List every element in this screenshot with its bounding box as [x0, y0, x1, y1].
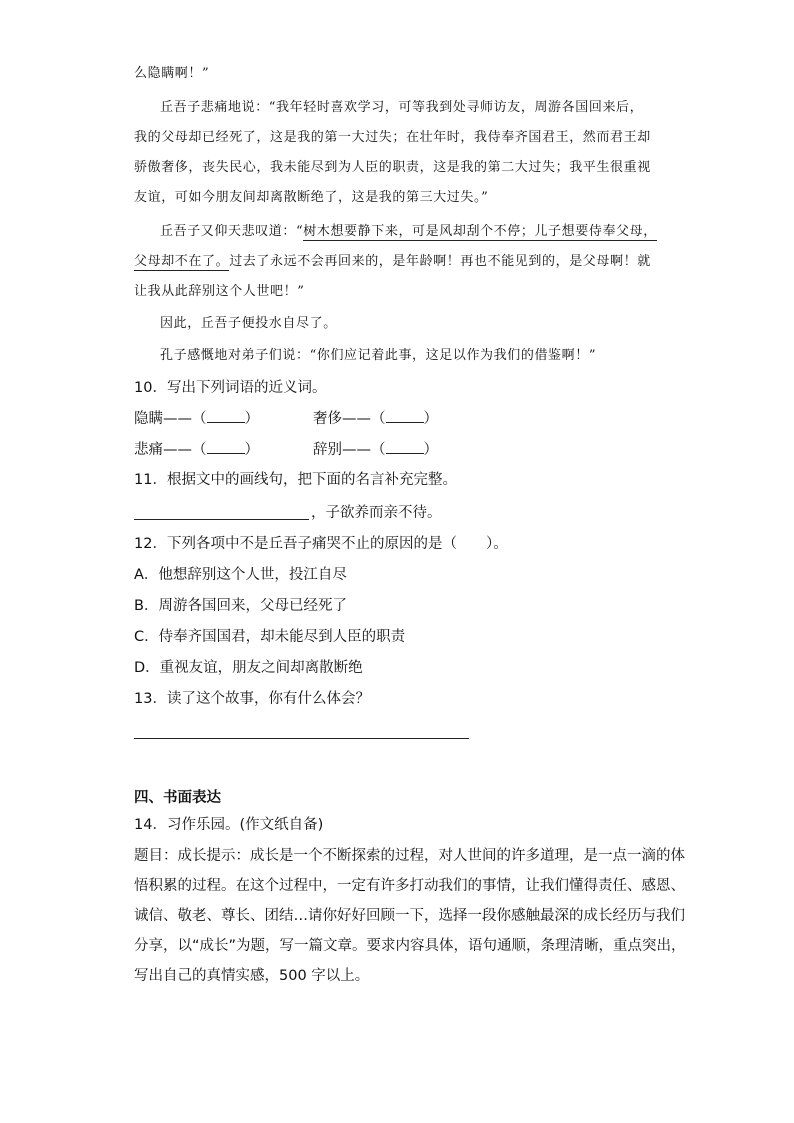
q12-option-b[interactable]: B．周游各国回来，父母已经死了: [134, 598, 347, 614]
q10-item-yinman: 隐瞒——（ ）: [134, 408, 259, 429]
q11-title: 11．根据文中的画线句，把下面的名言补充完整。: [134, 472, 457, 488]
q10-blank-yinman[interactable]: [207, 408, 245, 423]
q13-title: 13．读了这个故事，你有什么体会？: [134, 691, 370, 707]
underlined-sentence-part1: 树木想要静下来，可是风却刮个不停；儿子想要侍奉父母，: [303, 224, 657, 239]
q10-item-shechi: 奢侈——（ ）: [313, 408, 438, 429]
q12-option-c[interactable]: C．侍奉齐国国君，却未能尽到人臣的职责: [134, 629, 406, 645]
story-p2-line3: 让我从此辞别这个人世吧！”: [134, 284, 305, 299]
story-p2-line2: [134, 252, 651, 272]
story-p1-line3: 骄傲奢侈，丧失民心，我未能尽到为人臣的职责，这是我的第二大过失；我平生很重视: [134, 160, 651, 175]
q11-answer-line[interactable]: [134, 519, 309, 520]
q12-option-d[interactable]: D．重视友谊，朋友之间却离散断绝: [134, 660, 363, 676]
q13-answer-line[interactable]: [134, 738, 469, 739]
story-p3: 因此，丘吾子便投水自尽了。: [160, 316, 337, 331]
q14-prompt-line1: 题目：成长提示：成长是一个不断探索的过程，对人世间的许多道理，是一点一滴的体: [134, 848, 685, 864]
q10-blank-beitong[interactable]: [207, 439, 245, 454]
story-line-continuation: 么隐瞒啊！”: [134, 66, 210, 81]
q14-title: 14．习作乐园。(作文纸自备): [134, 817, 324, 833]
q10-item-beitong: 悲痛——（ ）: [134, 439, 259, 460]
underlined-sentence-part2: 父母却不在了。: [134, 254, 230, 269]
q10-item-cibie: 辞别——（ ）: [313, 439, 438, 460]
story-p1-line2: 我的父母却已经死了，这是我的第一大过失；在壮年时，我侍奉齐国君王，然而君王却: [134, 130, 651, 145]
q14-prompt-line5: 写出自己的真情实感，500 字以上。: [134, 968, 370, 984]
story-p4: 孔子感慨地对弟子们说：“你们应记着此事，这足以作为我们的借鉴啊！”: [160, 348, 597, 363]
story-p1-line4: 友谊，可如今朋友间却离散断绝了，这是我的第三大过失。”: [134, 190, 489, 205]
story-p2-intro: 丘吾子又仰天悲叹道：“: [160, 224, 304, 239]
q10-blank-shechi[interactable]: [386, 408, 424, 423]
section4-heading: 四、书面表达: [134, 790, 221, 806]
q14-prompt-line4: 分享，以“成长”为题，写一篇文章。要求内容具体，语句通顺，条理清晰，重点突出，: [134, 938, 686, 954]
story-p2-rest: 过去了永远不会再回来的，是年龄啊！再也不能见到的，是父母啊！就: [229, 254, 651, 269]
q10-blank-cibie[interactable]: [386, 439, 424, 454]
q14-prompt-line3: 诚信、敬老、尊长、团结…请你好好回顾一下，选择一段你感触最深的成长经历与我们: [134, 908, 685, 924]
q14-prompt-line2: 悟积累的过程。在这个过程中，一定有许多打动我们的事情，让我们懂得责任、感恩、: [134, 878, 685, 894]
story-p1-line1: 丘吾子悲痛地说：“我年轻时喜欢学习，可等我到处寻师访友，周游各国回来后，: [160, 100, 644, 115]
q10-title: 10．写出下列词语的近义词。: [134, 380, 327, 396]
q12-option-a[interactable]: A．他想辞别这个人世，投江自尽: [134, 567, 347, 583]
q12-title: 12．下列各项中不是丘吾子痛哭不止的原因的是（ ）。: [134, 536, 508, 552]
story-p2-line1: [160, 222, 657, 242]
q11-suffix: ，子欲养而亲不待。: [311, 505, 442, 521]
